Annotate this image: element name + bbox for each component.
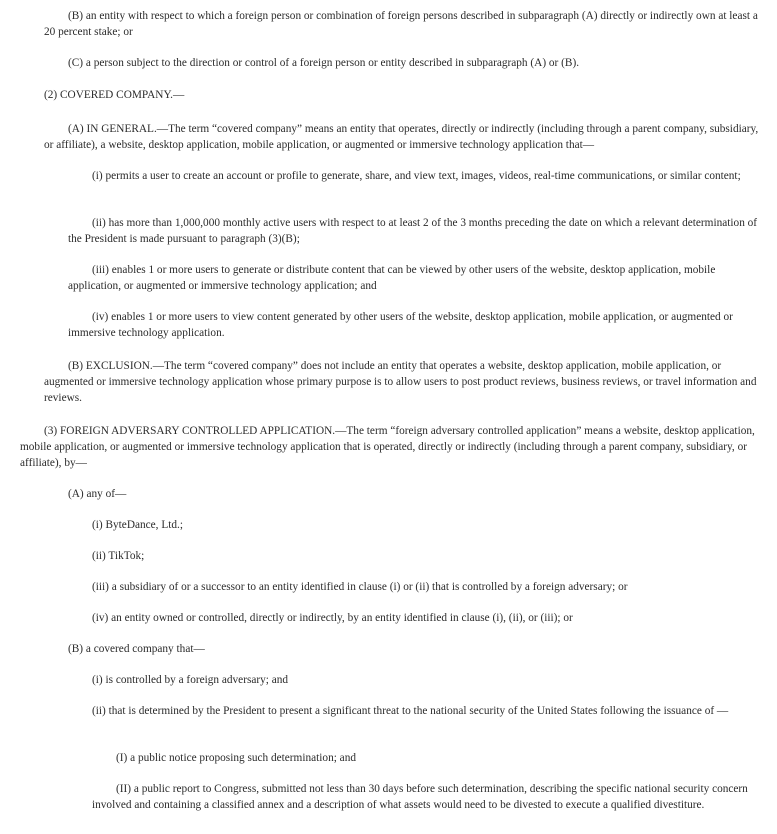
paragraph-1c: (C) a person subject to the direction or control of a foreign person or entity described in subparagraph (A) or (B). — [68, 57, 580, 69]
paragraph-3b: (B) a covered company that— — [68, 643, 205, 655]
paragraph-2-heading: (2) COVERED COMPANY.— — [44, 89, 185, 101]
paragraph-3b-i: (i) is controlled by a foreign adversary; and — [92, 674, 289, 686]
paragraph-2b: (B) EXCLUSION.—The term “covered company” does not include an entity that operates a website, desktop application, mobile application, or augmented or immersive technology application whose primary purpose is to allow users to post product reviews, business reviews, or travel information and reviews. — [44, 360, 757, 404]
paragraph-3a-i: (i) ByteDance, Ltd.; — [92, 519, 183, 531]
paragraph-3b-ii-I: (I) a public notice proposing such determination; and — [116, 752, 356, 764]
paragraph-2a-iv: (iv) enables 1 or more users to view content generated by other users of the website, desktop application, mobile application, or augmented or immersive technology application. — [68, 311, 733, 339]
paragraph-3a-ii: (ii) TikTok; — [92, 550, 145, 562]
paragraph-2a-iii: (iii) enables 1 or more users to generate or distribute content that can be viewed by other users of the website, desktop application, mobile application, or augmented or immersive technology application; and — [68, 264, 716, 292]
paragraph-1b: (B) an entity with respect to which a foreign person or combination of foreign persons described in subparagraph (A) directly or indirectly own at least a 20 percent stake; or — [44, 10, 758, 38]
paragraph-2a: (A) IN GENERAL.—The term “covered company” means an entity that operates, directly or indirectly (including through a parent company, subsidiary, or affiliate), a website, desktop application, mobile application, or augmented or immersive technology application that— — [44, 123, 759, 151]
paragraph-2a-i: (i) permits a user to create an account or profile to generate, share, and view text, images, videos, real-time communications, or similar content; — [92, 170, 741, 182]
paragraph-3a-iv: (iv) an entity owned or controlled, directly or indirectly, by an entity identified in clause (i), (ii), or (iii); or — [92, 612, 573, 624]
paragraph-2a-ii: (ii) has more than 1,000,000 monthly active users with respect to at least 2 of the 3 months preceding the date on which a relevant determination of the President is made pursuant to paragraph (3)(B); — [68, 217, 758, 245]
paragraph-3b-ii-II: (II) a public report to Congress, submitted not less than 30 days before such determination, describing the specific national security concern involved and containing a classified annex and a description of what assets would need to be divested to execute a qualified divestiture. — [92, 783, 748, 811]
paragraph-3: (3) FOREIGN ADVERSARY CONTROLLED APPLICATION.—The term “foreign adversary controlled application” means a website, desktop application, mobile application, or augmented or immersive technology application that is operated, directly or indirectly (including through a parent company, subsidiary, or affiliate), by— — [20, 425, 755, 469]
paragraph-3b-ii: (ii) that is determined by the President to present a significant threat to the national security of the United States following the issuance of — — [92, 705, 729, 717]
paragraph-3a-iii: (iii) a subsidiary of or a successor to an entity identified in clause (i) or (ii) that is controlled by a foreign adversary; or — [92, 581, 628, 593]
paragraph-3a: (A) any of— — [68, 488, 127, 500]
